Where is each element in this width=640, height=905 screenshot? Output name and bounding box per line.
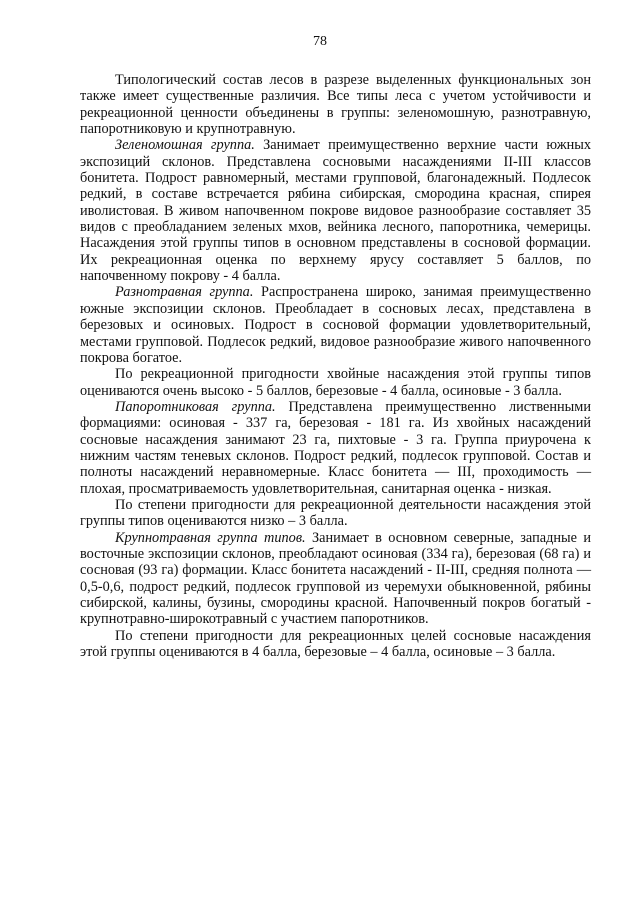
group-heading: Зеленомошная группа. bbox=[115, 137, 255, 154]
paragraph-fern-assessment bbox=[80, 497, 591, 530]
paragraph-text: Представлена преимущественно лиственными формациями: осиновая - 337 га, березовая - 181 га. Из хвойных насаждений сосновые насаждения занимают 23 га, пихтовые - 3 га. Группа приурочена к нижним частям теневых склонов. Подрост редкий, подлесок групповой. Состав и полноты насаждений неравномерные. Класс бонитета — III, проходимость — плохая, просматриваемость удовлетворительная, санитарная оценка - низкая. bbox=[80, 398, 591, 497]
paragraph-text: Занимает в основном северные, западные и восточные экспозиции склонов, преобладают осиновая (334 га), березовая (68 га) и сосновая (93 га) формации. Класс бонитета насаждений - II-III, средняя полнота — 0,5-0,6, подрост редкий, подлесок групповой из черемухи обыкновенной, рябины сибирской, калины, бузины, смородины красной. Напочвенный покров богатый - крупнотравно-широкотравный с участием папоротников. bbox=[80, 529, 592, 628]
paragraph-text: Занимает преимущественно верхние части южных экспозиций склонов. Представлена сосновыми насаждениями II-III классов бонитета. Подрост равномерный, местами групповой, благонадежный. Подлесок редкий, в составе встречается рябина сибирская, смородина красная, спирея иволистовая. В живом напочвенном покрове видовое разнообразие составляет 35 видов с преобладанием зеленых мхов, вейника лесного, папоротника, чемерицы. Насаждения этой группы типов в основном представлены в сосновой формации. Их рекреационная оценка по верхнему ярусу составляет 5 баллов, по напочвенному покрову - 4 балла. bbox=[80, 137, 591, 285]
paragraph-text: Распространена широко, занимая преимущественно южные экспозиции склонов. Преобладает в сосновых лесах, представлена в березовых и осиновых. Подрост в сосновой формации удовлетворительный, местами групповой. Подлесок редкий, видовое разнообразие живого напочвенного покрова богатое. bbox=[80, 284, 591, 366]
group-heading: Крупнотравная группа типов. bbox=[115, 529, 306, 546]
paragraph-text: По степени пригодности для рекреационной деятельности насаждения этой группы типов оцениваются низко – 3 балла. bbox=[80, 496, 591, 530]
group-heading: Разнотравная группа. bbox=[115, 284, 254, 301]
body-text bbox=[80, 72, 591, 660]
group-heading: Папоротниковая группа. bbox=[115, 398, 276, 415]
page-number: 78 bbox=[313, 34, 327, 49]
paragraph-green-moss-group bbox=[80, 137, 591, 284]
paragraph-text: Типологический состав лесов в разрезе выделенных функциональных зон также имеет существенные различия. Все типы леса с учетом устойчивости и рекреационной ценности объединены в группы: зеленомошную, разнотравную, папоротниковую и крупнотравную. bbox=[80, 72, 591, 138]
paragraph-tall-herb-assessment bbox=[80, 628, 591, 661]
paragraph-tall-herb-group bbox=[80, 530, 591, 628]
paragraph-forb-assessment bbox=[80, 366, 591, 399]
paragraph-fern-group bbox=[80, 399, 591, 497]
paragraph-text: По степени пригодности для рекреационных целей сосновые насаждения этой группы оцениваются в 4 балла, березовые – 4 балла, осиновые – 3 балла. bbox=[80, 627, 591, 661]
paragraph-forb-group bbox=[80, 284, 591, 366]
paragraph-text: По рекреационной пригодности хвойные насаждения этой группы типов оцениваются очень высоко - 5 баллов, березовые - 4 балла, осиновые - 3 балла. bbox=[80, 366, 591, 399]
paragraph-intro bbox=[80, 72, 591, 137]
